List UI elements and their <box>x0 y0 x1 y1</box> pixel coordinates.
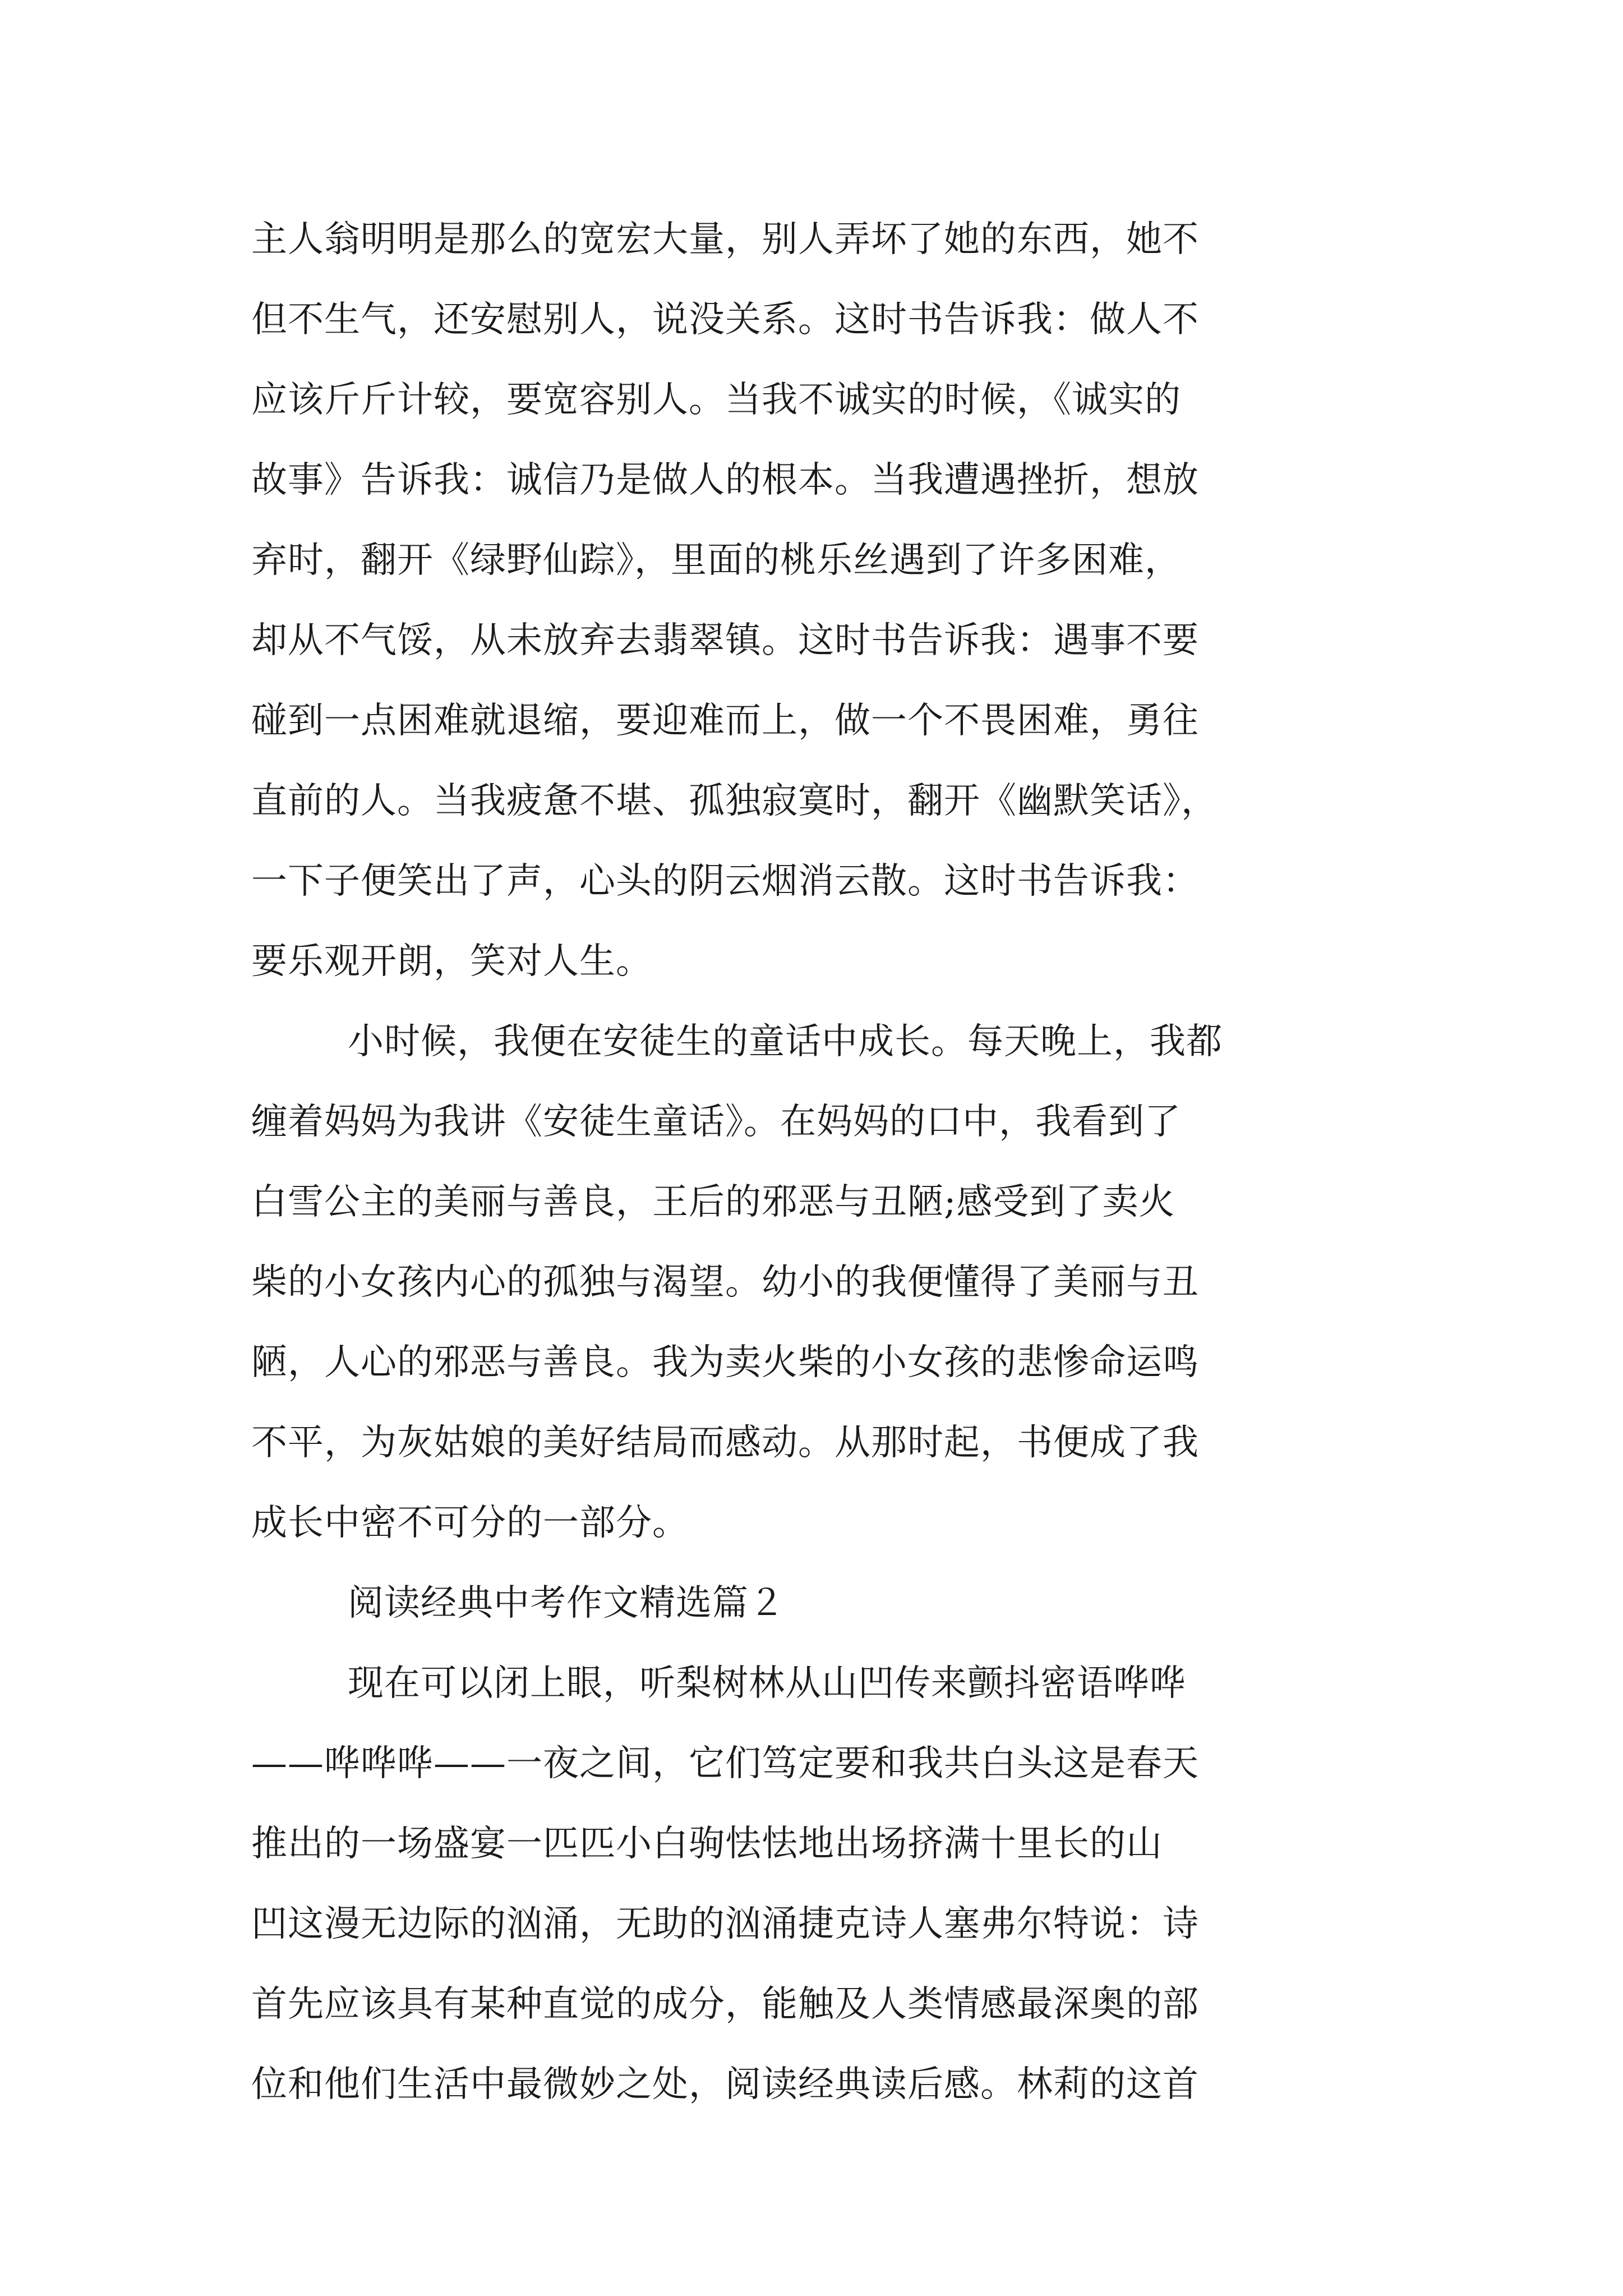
text-line: 弃时，翻开《绿野仙踪》，里面的桃乐丝遇到了许多困难， <box>251 540 1181 581</box>
paragraph-first-line: 现在可以闭上眼，听梨树林从山凹传来颤抖密语哗哗 <box>348 1663 1186 1704</box>
paragraph-first-line: 小时候，我便在安徒生的童话中成长。每天晚上，我都 <box>348 1021 1223 1062</box>
text-line: 白雪公主的美丽与善良，王后的邪恶与丑陋;感受到了卖火 <box>251 1181 1175 1223</box>
text-line: 不平，为灰姑娘的美好结局而感动。从那时起，书便成了我 <box>251 1422 1199 1464</box>
text-line: 位和他们生活中最微妙之处，阅读经典读后感。林莉的这首 <box>251 2064 1199 2105</box>
text-line: 应该斤斤计较，要宽容别人。当我不诚实的时候，《诚实的 <box>251 379 1181 421</box>
text-line: 柴的小女孩内心的孤独与渴望。幼小的我便懂得了美丽与丑 <box>251 1262 1199 1303</box>
text-line: 推出的一场盛宴一匹匹小白驹怯怯地出场挤满十里长的山 <box>251 1823 1163 1865</box>
text-line: 但不生气，还安慰别人，说没关系。这时书告诉我：做人不 <box>251 299 1199 341</box>
text-line: 一下子便笑出了声，心头的阴云烟消云散。这时书告诉我： <box>251 861 1199 902</box>
text-line: 缠着妈妈为我讲《安徒生童话》。在妈妈的口中，我看到了 <box>251 1101 1181 1143</box>
text-line: 却从不气馁，从未放弃去翡翠镇。这时书告诉我：遇事不要 <box>251 620 1199 661</box>
text-line: 碰到一点困难就退缩，要迎难而上，做一个不畏困难，勇往 <box>251 700 1199 742</box>
text-line: ——哗哗哗——一夜之间，它们笃定要和我共白头这是春天 <box>251 1743 1199 1784</box>
text-line: 故事》告诉我：诚信乃是做人的根本。当我遭遇挫折，想放 <box>251 459 1199 501</box>
body-text <box>251 200 1407 2125</box>
section-heading: 阅读经典中考作文精选篇２ <box>348 1582 785 1624</box>
text-line: 首先应该具有某种直觉的成分，能触及人类情感最深奥的部 <box>251 1984 1199 2025</box>
text-line: 陋，人心的邪恶与善良。我为卖火柴的小女孩的悲惨命运鸣 <box>251 1342 1199 1383</box>
text-line: 主人翁明明是那么的宽宏大量，别人弄坏了她的东西，她不 <box>251 219 1199 260</box>
text-line: 直前的人。当我疲惫不堪、孤独寂寞时，翻开《幽默笑话》， <box>251 780 1218 822</box>
text-line: 要乐观开朗，笑对人生。 <box>251 941 652 982</box>
text-line: 成长中密不可分的一部分。 <box>251 1502 689 1544</box>
text-line: 凹这漫无边际的汹涌，无助的汹涌捷克诗人塞弗尔特说：诗 <box>251 1903 1199 1945</box>
